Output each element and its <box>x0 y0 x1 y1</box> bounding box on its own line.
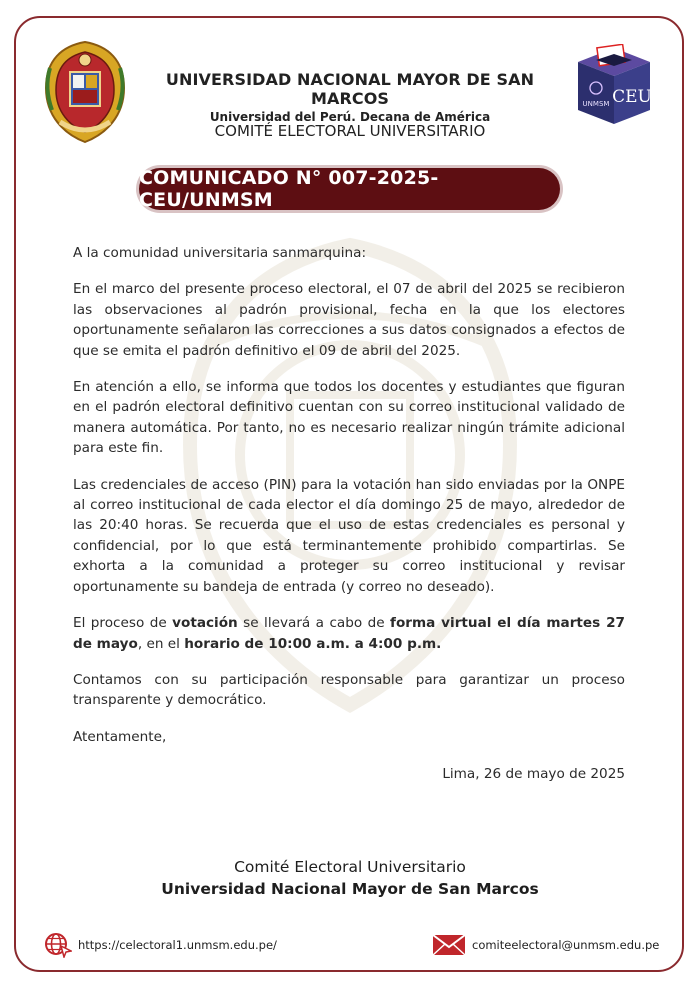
paragraph-3: Las credenciales de acceso (PIN) para la votación han sido enviadas por la ONPE al correo institucional de cada elector el día domingo 25 de mayo, alrededor de las 20:40 horas. Se recuerda que el uso de estas credenciales es personal y confidencial, por lo que está terminantemente prohibido compartirlas. Se exhorta a la comunidad a proteger su correo institucional y revisar oportunamente su bandeja de entrada (y correo no deseado). <box>73 476 625 595</box>
signature-line-1: Comité Electoral Universitario <box>234 858 466 876</box>
university-seal-icon <box>40 38 130 146</box>
p4-bold-virtual-date: forma virtual el día martes 27 de mayo <box>73 615 625 652</box>
signature-block <box>130 856 570 900</box>
p4-text-a: El proceso de <box>73 615 173 632</box>
p4-bold-voting: votación <box>172 615 238 632</box>
university-name: UNIVERSIDAD NACIONAL MAYOR DE SAN MARCOS <box>165 70 535 108</box>
p4-bold-schedule: horario de 10:00 a.m. a 4:00 p.m. <box>184 635 442 652</box>
signature-line-2: Universidad Nacional Mayor de San Marcos <box>161 880 539 898</box>
footer-email[interactable] <box>432 934 659 956</box>
closing: Atentamente, <box>73 728 167 745</box>
committee-title: COMITÉ ELECTORAL UNIVERSITARIO <box>214 122 486 140</box>
paragraph-1: En el marco del presente proceso electoral, el 07 de abril del 2025 se recibieron las observaciones al padrón provisional, fecha en la que los electores oportunamente señalaron las correcciones a sus datos consignados a efectos de que se emita el padrón definitivo el 09 de abril del 2025. <box>73 281 625 359</box>
communique-body <box>73 243 625 785</box>
website-link[interactable]: https://celectoral1.unmsm.edu.pe/ <box>78 938 277 952</box>
paragraph-2: En atención a ello, se informa que todos los docentes y estudiantes que figuran en el padrón electoral definitivo cuentan con su correo institucional validado de manera automática. Por tanto, no es necesario realizar ningún trámite adicional para este fin. <box>73 379 625 457</box>
paragraph-4 <box>73 613 625 654</box>
globe-cursor-icon <box>44 932 72 958</box>
date-line: Lima, 26 de mayo de 2025 <box>442 766 625 783</box>
envelope-icon <box>432 934 466 956</box>
ceu-ballot-box-icon <box>574 44 654 126</box>
communique-banner <box>139 168 560 210</box>
ceu-logo-text: CEU <box>612 87 652 107</box>
header <box>130 70 570 124</box>
communique-title: COMUNICADO N° 007-2025-CEU/UNMSM <box>139 167 439 211</box>
university-subtitle: Universidad del Perú. Decana de América <box>209 110 491 124</box>
p4-text-e: , en el <box>137 635 185 652</box>
p4-text-c: se llevará a cabo de <box>237 615 391 632</box>
greeting: A la comunidad universitaria sanmarquina: <box>73 245 367 261</box>
paragraph-5: Contamos con su participación responsable para garantizar un proceso transparente y democrático. <box>73 671 625 709</box>
email-link[interactable]: comiteelectoral@unmsm.edu.pe <box>472 938 660 952</box>
footer-website[interactable] <box>44 932 277 958</box>
ceu-logo-sub: UNMSM <box>582 100 610 108</box>
